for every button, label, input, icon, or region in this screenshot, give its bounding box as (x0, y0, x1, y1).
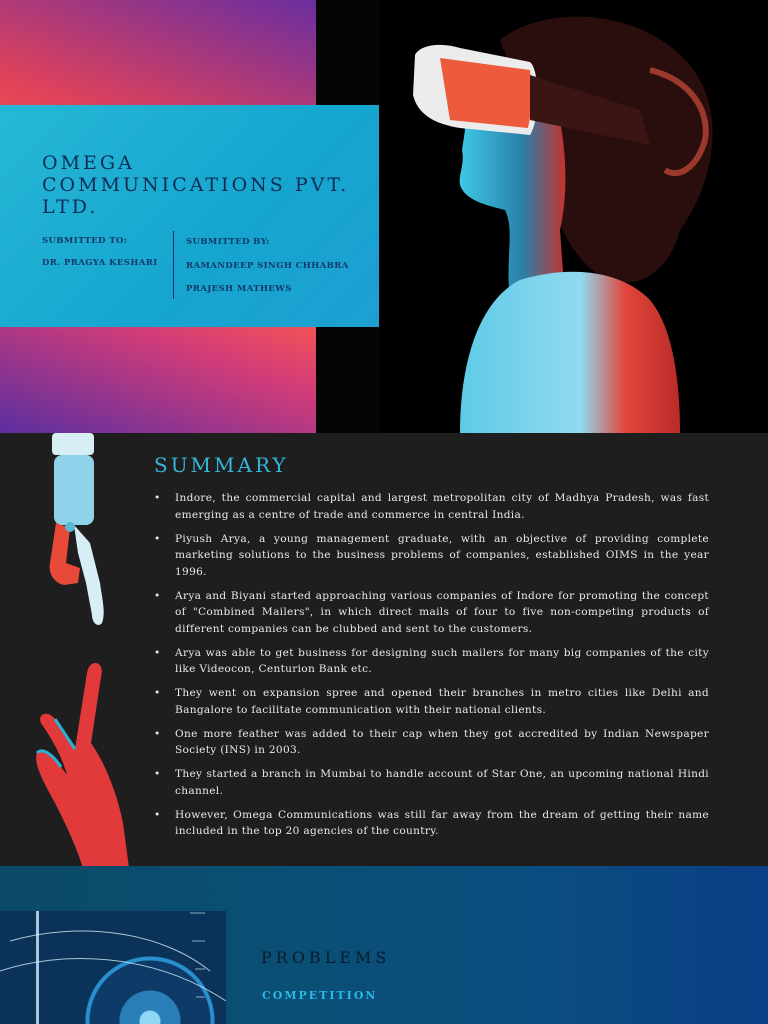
list-item (154, 807, 709, 840)
bullet-icon: • (154, 589, 161, 602)
vr-headset-woman-image (380, 0, 768, 433)
cover-slide (0, 0, 768, 433)
submitted-to-label: SUBMITTED TO: (42, 236, 128, 246)
submitted-by-name-1: RAMANDEEP SINGH CHHABRA (186, 261, 349, 271)
bullet-text: One more feather was added to their cap when they got accredited by Indian Newspaper Society (INS) in 2003. (175, 727, 709, 756)
list-item (154, 726, 709, 759)
digital-eye-image (0, 911, 226, 1024)
robot-hand-image (30, 433, 120, 633)
submitted-to-name: DR. PRAGYA KESHARI (42, 258, 158, 268)
problems-slide (0, 866, 768, 1024)
summary-bullet-list (154, 490, 709, 847)
submitted-by-label: SUBMITTED BY: (186, 237, 270, 247)
bullet-text: Piyush Arya, a young management graduate, with an objective of providing complete marketing solutions to the business problems of companies, established OIMS in the year 1996. (175, 532, 709, 578)
list-item (154, 588, 709, 638)
bullet-text: Arya was able to get business for designing such mailers for many big companies of the city like Videocon, Centurion Bank etc. (175, 646, 709, 675)
bullet-icon: • (154, 646, 161, 659)
title-box (0, 105, 379, 327)
list-item (154, 645, 709, 678)
presentation-title: OMEGA COMMUNICATIONS PVT. LTD. (42, 152, 350, 218)
bullet-text: They went on expansion spree and opened their branches in metro cities like Delhi and Bangalore to facilitate communication with their national clients. (175, 687, 709, 716)
bullet-icon: • (154, 492, 161, 504)
bullet-text: However, Omega Communications was still far away from the dream of getting their name included in the top 20 agencies of the country. (175, 808, 709, 837)
problems-heading: PROBLEMS (261, 948, 391, 967)
vertical-divider (173, 231, 174, 299)
list-item (154, 490, 709, 523)
bullet-text: Arya and Biyani started approaching various companies of Indore for promoting the concept of "Combined Mailers", in which direct mails of four to five non-competing products of different companies can be clubbed and sent to the customers. (175, 589, 709, 635)
bullet-icon: • (154, 532, 161, 545)
list-item (154, 766, 709, 799)
bullet-icon: • (154, 687, 161, 699)
bullet-text: Indore, the commercial capital and largest metropolitan city of Madhya Pradesh, was fast emerging as a centre of trade and commerce in central India. (175, 492, 709, 521)
bullet-icon: • (154, 768, 161, 780)
bullet-icon: • (154, 727, 161, 740)
bullet-icon: • (154, 808, 161, 821)
competition-subheading: COMPETITION (262, 989, 378, 1002)
summary-heading: SUMMARY (154, 453, 289, 477)
summary-slide (0, 433, 768, 866)
list-item (154, 685, 709, 718)
human-hand-image (25, 663, 135, 866)
bullet-text: They started a branch in Mumbai to handle account of Star One, an upcoming national Hindi channel. (175, 768, 709, 797)
list-item (154, 531, 709, 581)
submitted-by-name-2: PRAJESH MATHEWS (186, 284, 292, 294)
